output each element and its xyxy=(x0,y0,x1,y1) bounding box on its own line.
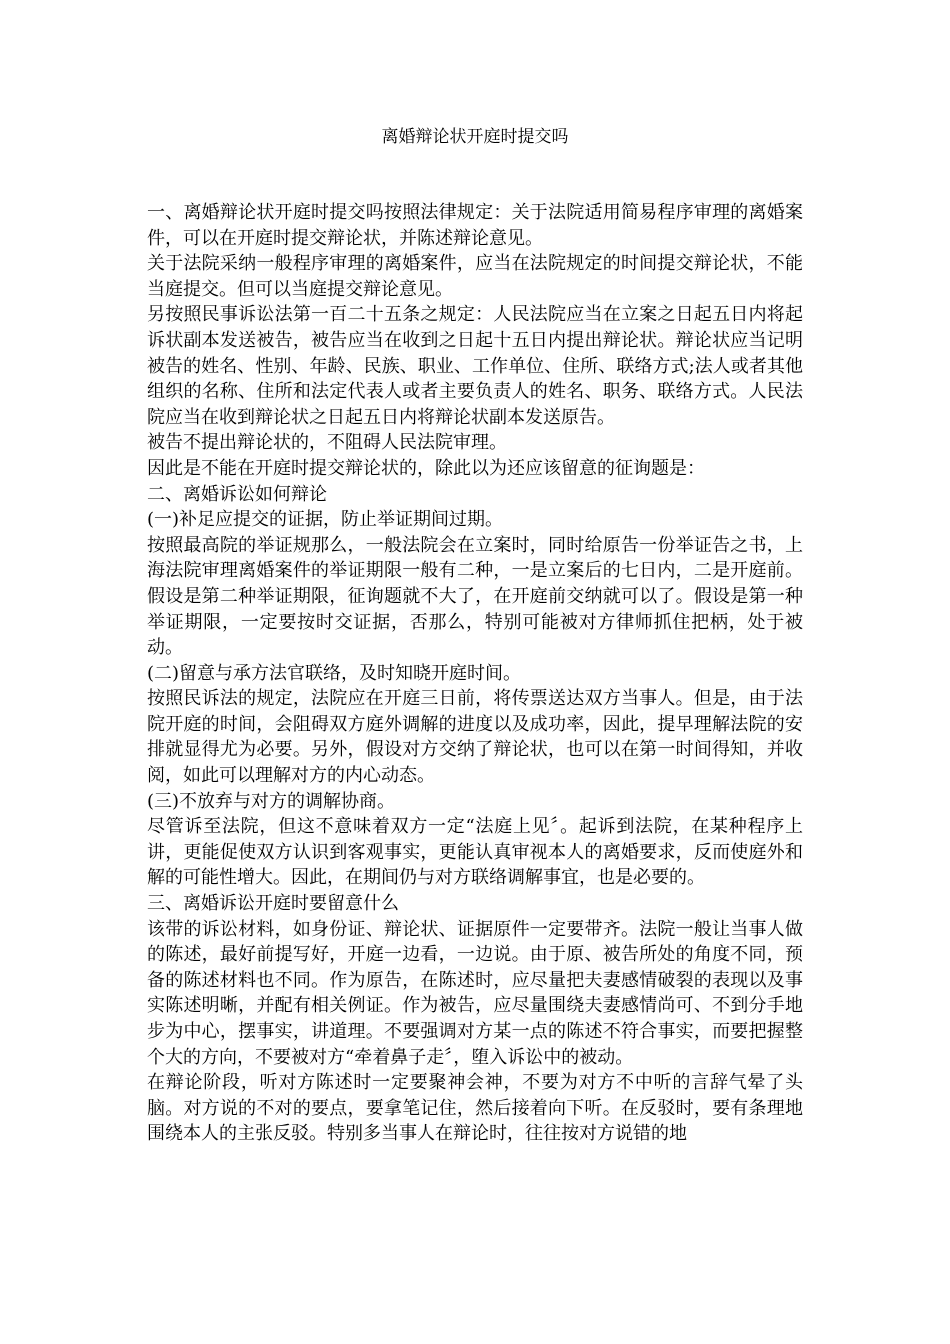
paragraph-12: 尽管诉至法院，但这不意味着双方一定“法庭上见〞。起诉到法院，在某种程序上讲，更能促使双方认识到客观事实，更能认真审视本人的离婚要求，反而使庭外和解的可能性增大。因此，在期间仍与对方联络调解事宜，也是必要的。 xyxy=(147,816,803,889)
paragraph-15: 在辩论阶段，听对方陈述时一定要聚神会神，不要为对方不中听的言辞气晕了头脑。对方说的不对的要点，要拿笔记住，然后接着向下听。在反驳时，要有条理地围绕本人的主张反驳。特别多当事人在辩论时，往往按对方说错的地 xyxy=(147,1072,803,1145)
paragraph-1: 一、离婚辩论状开庭时提交吗按照法律规定：关于法院适用简易程序审理的离婚案件，可以在开庭时提交辩论状，并陈述辩论意见。 xyxy=(147,202,803,249)
paragraph-14: 该带的诉讼材料，如身份证、辩论状、证据原件一定要带齐。法院一般让当事人做的陈述，最好前提写好，开庭一边看，一边说。由于原、被告所处的角度不同，预备的陈述材料也不同。作为原告，在陈述时，应尽量把夫妻感情破裂的表现以及事实陈述明晰，并配有相关例证。作为被告，应尽量围绕夫妻感情尚可、不到分手地步为中心，摆事实，讲道理。不要强调对方某一点的陈述不符合事实，而要把握整个大的方向，不要被对方“牵着鼻子走〞，堕入诉讼中的被动。 xyxy=(147,918,803,1068)
paragraph-5: 因此是不能在开庭时提交辩论状的，除此以为还应该留意的征询题是： xyxy=(147,457,705,479)
section-heading-3: 三、离婚诉讼开庭时要留意什么 xyxy=(147,893,399,915)
subheading-2-2: (二)留意与承方法官联络，及时知晓开庭时间。 xyxy=(147,662,522,684)
section-heading-2: 二、离婚诉讼如何辩论 xyxy=(147,483,327,505)
document-title: 离婚辩论状开庭时提交吗 xyxy=(381,127,569,147)
paragraph-10: 按照民诉法的规定，法院应在开庭三日前，将传票送达双方当事人。但是，由于法院开庭的时间，会阻碍双方庭外调解的进度以及成功率，因此，提早理解法院的安排就显得尤为必要。另外，假设对方交纳了辩论状，也可以在第一时间得知，并收阅，如此可以理解对方的内心动态。 xyxy=(147,688,803,787)
paragraph-3: 另按照民事诉讼法第一百二十五条之规定：人民法院应当在立案之日起五日内将起诉状副本发送被告，被告应当在收到之日起十五日内提出辩论状。辩论状应当记明被告的姓名、性别、年龄、民族、职业、工作单位、住所、联络方式;法人或者其他组织的名称、住所和法定代表人或者主要负责人的姓名、职务、联络方式。人民法院应当在收到辩论状之日起五日内将辩论状副本发送原告。 xyxy=(147,304,803,428)
subheading-2-3: (三)不放弃与对方的调解协商。 xyxy=(147,790,396,812)
subheading-2-1: (一)补足应提交的证据，防止举证期间过期。 xyxy=(147,509,504,531)
paragraph-8: 按照最高院的举证规那么，一般法院会在立案时，同时给原告一份举证告之书，上海法院审理离婚案件的举证期限一般有二种，一是立案后的七日内，二是开庭前。假设是第二种举证期限，征询题就不大了，在开庭前交纳就可以了。假设是第一种举证期限，一定要按时交证据，否那么，特别可能被对方律师抓住把柄，处于被动。 xyxy=(147,534,803,659)
paragraph-2: 关于法院采纳一般程序审理的离婚案件，应当在法院规定的时间提交辩论状，不能当庭提交。但可以当庭提交辩论意见。 xyxy=(147,253,803,300)
paragraph-4: 被告不提出辩论状的，不阻碍人民法院审理。 xyxy=(147,432,507,454)
document-body xyxy=(147,200,803,1147)
